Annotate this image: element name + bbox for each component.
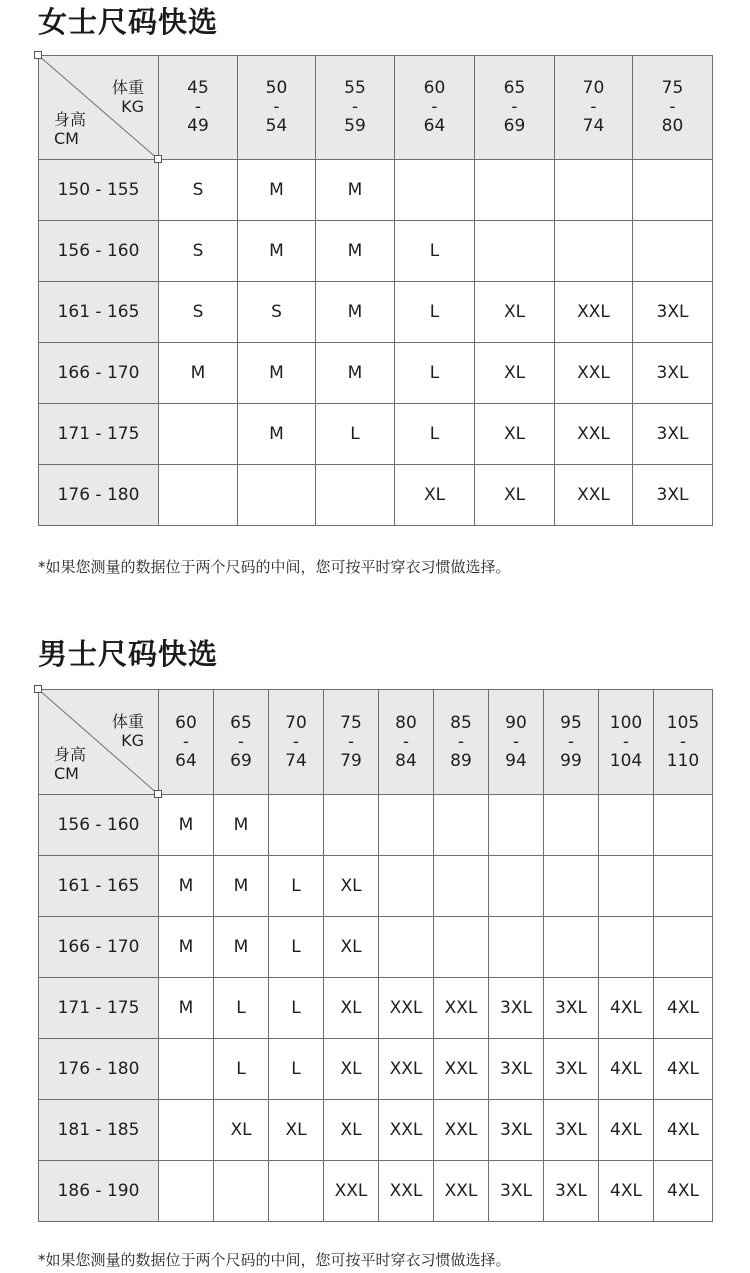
weight-header-cell: 45 - 49 — [159, 56, 238, 160]
table-row — [39, 465, 713, 526]
size-cell: XXL — [555, 343, 633, 404]
size-cell — [633, 160, 713, 221]
size-cell: XL — [324, 978, 379, 1039]
height-range-cell: 166 - 170 — [39, 917, 159, 978]
weight-header-cell: 60 - 64 — [159, 690, 214, 795]
table-row — [39, 282, 713, 343]
size-cell: 3XL — [544, 1039, 599, 1100]
size-cell: XL — [475, 282, 555, 343]
size-cell: M — [316, 282, 395, 343]
size-cell — [159, 1039, 214, 1100]
size-cell: 3XL — [489, 1161, 544, 1222]
size-cell: M — [214, 917, 269, 978]
size-cell: M — [159, 795, 214, 856]
size-cell: L — [395, 343, 475, 404]
size-cell: XXL — [555, 404, 633, 465]
height-range-cell: 156 - 160 — [39, 221, 159, 282]
size-cell: XXL — [434, 1161, 489, 1222]
size-cell: XL — [475, 343, 555, 404]
size-cell: 4XL — [599, 978, 654, 1039]
height-range-cell: 166 - 170 — [39, 343, 159, 404]
size-cell: M — [238, 404, 316, 465]
size-cell: L — [214, 978, 269, 1039]
size-cell — [434, 795, 489, 856]
size-cell: 4XL — [654, 1100, 713, 1161]
table-row — [39, 160, 713, 221]
size-cell: 3XL — [633, 343, 713, 404]
height-range-cell: 186 - 190 — [39, 1161, 159, 1222]
resize-handle-icon[interactable] — [154, 790, 162, 798]
size-cell: M — [159, 917, 214, 978]
size-cell: M — [316, 343, 395, 404]
height-axis-label: 身高 CM — [54, 110, 87, 148]
size-cell — [159, 1161, 214, 1222]
size-cell: L — [269, 917, 324, 978]
women-section-title: 女士尺码快选 — [38, 5, 219, 39]
size-cell: L — [269, 1039, 324, 1100]
men-size-table — [38, 689, 713, 1222]
size-cell — [214, 1161, 269, 1222]
height-range-cell: 181 - 185 — [39, 1100, 159, 1161]
size-cell: 4XL — [654, 1161, 713, 1222]
size-cell — [316, 465, 395, 526]
size-cell — [475, 221, 555, 282]
height-range-cell: 171 - 175 — [39, 404, 159, 465]
table-row — [39, 978, 713, 1039]
size-cell — [159, 404, 238, 465]
size-cell — [395, 160, 475, 221]
size-cell: XL — [324, 856, 379, 917]
height-range-cell: 150 - 155 — [39, 160, 159, 221]
size-cell: 3XL — [489, 978, 544, 1039]
weight-header-cell: 100 - 104 — [599, 690, 654, 795]
men-table-body — [39, 795, 713, 1222]
size-cell: 3XL — [489, 1100, 544, 1161]
size-cell: XL — [475, 404, 555, 465]
height-range-cell: 161 - 165 — [39, 856, 159, 917]
height-range-cell: 176 - 180 — [39, 465, 159, 526]
size-cell — [434, 917, 489, 978]
resize-handle-icon[interactable] — [34, 51, 42, 59]
size-cell — [238, 465, 316, 526]
size-cell — [434, 856, 489, 917]
size-cell: L — [395, 282, 475, 343]
size-cell: 3XL — [633, 282, 713, 343]
size-cell: L — [395, 221, 475, 282]
weight-axis-label: 体重 KG — [111, 712, 144, 750]
size-cell — [475, 160, 555, 221]
height-range-cell: 176 - 180 — [39, 1039, 159, 1100]
size-cell: XXL — [555, 465, 633, 526]
size-cell — [379, 795, 434, 856]
size-cell: 3XL — [544, 1100, 599, 1161]
height-range-cell: 156 - 160 — [39, 795, 159, 856]
size-cell — [544, 856, 599, 917]
women-header-row — [39, 56, 713, 160]
weight-header-cell: 75 - 80 — [633, 56, 713, 160]
size-cell: 3XL — [489, 1039, 544, 1100]
resize-handle-icon[interactable] — [154, 155, 162, 163]
table-row — [39, 343, 713, 404]
size-cell: M — [316, 160, 395, 221]
weight-header-cell: 70 - 74 — [555, 56, 633, 160]
women-table-body — [39, 160, 713, 526]
size-cell: M — [214, 795, 269, 856]
size-cell: L — [269, 978, 324, 1039]
size-cell — [159, 1100, 214, 1161]
size-cell: XL — [324, 917, 379, 978]
table-row — [39, 404, 713, 465]
men-section-title: 男士尺码快选 — [38, 637, 219, 671]
weight-header-cell: 85 - 89 — [434, 690, 489, 795]
size-cell: L — [214, 1039, 269, 1100]
weight-header-cell: 65 - 69 — [475, 56, 555, 160]
size-cell: L — [269, 856, 324, 917]
size-cell — [269, 795, 324, 856]
table-row — [39, 1161, 713, 1222]
weight-header-cell: 60 - 64 — [395, 56, 475, 160]
size-cell: S — [159, 282, 238, 343]
size-cell: XXL — [434, 1039, 489, 1100]
size-cell: M — [238, 160, 316, 221]
size-cell: M — [159, 978, 214, 1039]
weight-header-cell: 55 - 59 — [316, 56, 395, 160]
size-cell — [599, 856, 654, 917]
size-cell: M — [214, 856, 269, 917]
size-cell — [599, 917, 654, 978]
size-cell: M — [238, 343, 316, 404]
size-cell: M — [159, 856, 214, 917]
table-row — [39, 1100, 713, 1161]
table-row — [39, 795, 713, 856]
size-cell: M — [316, 221, 395, 282]
size-cell: 4XL — [599, 1161, 654, 1222]
size-cell: XL — [324, 1039, 379, 1100]
size-cell: XL — [269, 1100, 324, 1161]
height-range-cell: 161 - 165 — [39, 282, 159, 343]
size-cell: XL — [395, 465, 475, 526]
size-cell — [654, 856, 713, 917]
resize-handle-icon[interactable] — [34, 685, 42, 693]
size-cell — [159, 465, 238, 526]
size-cell: 4XL — [599, 1100, 654, 1161]
size-cell — [555, 160, 633, 221]
size-cell — [489, 917, 544, 978]
size-cell — [324, 795, 379, 856]
height-axis-label: 身高 CM — [54, 745, 87, 783]
size-cell: XXL — [379, 1161, 434, 1222]
size-cell: 4XL — [654, 978, 713, 1039]
height-range-cell: 171 - 175 — [39, 978, 159, 1039]
size-cell: XXL — [324, 1161, 379, 1222]
women-size-table — [38, 55, 713, 526]
size-cell — [489, 795, 544, 856]
size-cell: S — [159, 160, 238, 221]
size-cell — [555, 221, 633, 282]
size-cell: L — [316, 404, 395, 465]
size-cell: XXL — [434, 1100, 489, 1161]
size-cell — [379, 917, 434, 978]
size-cell: S — [238, 282, 316, 343]
size-cell — [489, 856, 544, 917]
table-row — [39, 221, 713, 282]
weight-header-cell: 75 - 79 — [324, 690, 379, 795]
size-cell: 3XL — [633, 404, 713, 465]
size-cell: S — [159, 221, 238, 282]
table-row — [39, 1039, 713, 1100]
size-cell: M — [159, 343, 238, 404]
size-cell: XL — [324, 1100, 379, 1161]
men-note: *如果您测量的数据位于两个尺码的中间，您可按平时穿衣习惯做选择。 — [38, 1251, 511, 1269]
size-cell — [379, 856, 434, 917]
weight-axis-label: 体重 KG — [111, 78, 144, 116]
size-cell: XXL — [379, 978, 434, 1039]
size-cell: 3XL — [544, 1161, 599, 1222]
weight-header-cell: 95 - 99 — [544, 690, 599, 795]
size-cell — [544, 795, 599, 856]
weight-header-cell: 65 - 69 — [214, 690, 269, 795]
table-row — [39, 856, 713, 917]
size-cell: XXL — [379, 1039, 434, 1100]
size-cell — [544, 917, 599, 978]
size-cell — [654, 795, 713, 856]
size-cell: 3XL — [544, 978, 599, 1039]
weight-header-cell: 80 - 84 — [379, 690, 434, 795]
size-cell — [269, 1161, 324, 1222]
size-cell: 4XL — [599, 1039, 654, 1100]
men-corner-cell — [39, 690, 159, 795]
size-cell — [633, 221, 713, 282]
size-cell: XXL — [379, 1100, 434, 1161]
men-header-row — [39, 690, 713, 795]
size-cell: XL — [214, 1100, 269, 1161]
size-cell: XL — [475, 465, 555, 526]
size-cell: XXL — [434, 978, 489, 1039]
size-cell: 4XL — [654, 1039, 713, 1100]
size-cell: M — [238, 221, 316, 282]
weight-header-cell: 90 - 94 — [489, 690, 544, 795]
size-cell: 3XL — [633, 465, 713, 526]
women-note: *如果您测量的数据位于两个尺码的中间，您可按平时穿衣习惯做选择。 — [38, 558, 511, 576]
weight-header-cell: 70 - 74 — [269, 690, 324, 795]
size-cell: L — [395, 404, 475, 465]
size-cell — [654, 917, 713, 978]
weight-header-cell: 105 - 110 — [654, 690, 713, 795]
size-cell: XXL — [555, 282, 633, 343]
size-cell — [599, 795, 654, 856]
weight-header-cell: 50 - 54 — [238, 56, 316, 160]
women-corner-cell — [39, 56, 159, 160]
table-row — [39, 917, 713, 978]
